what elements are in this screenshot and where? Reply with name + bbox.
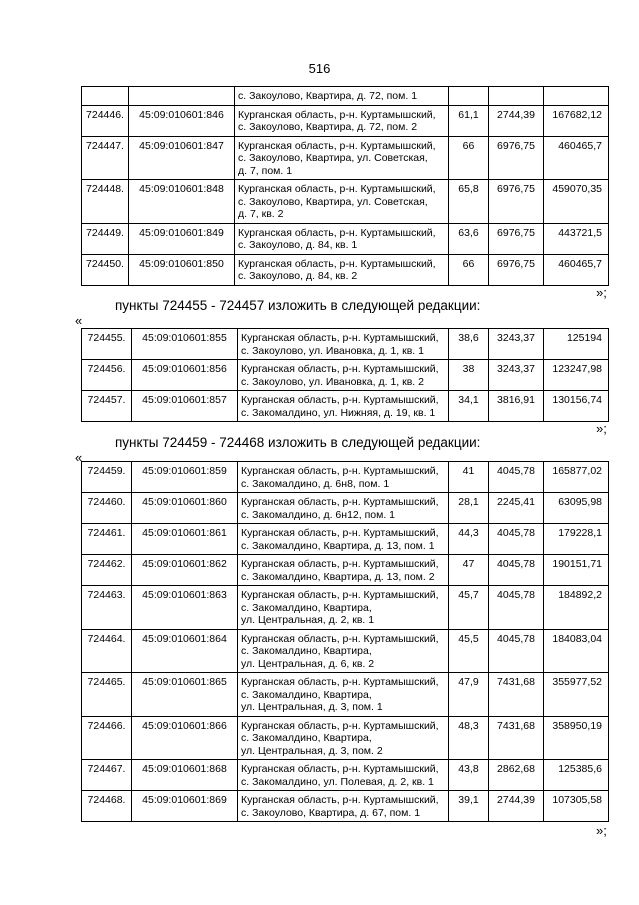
cadastral-value-cell: 165877,02 bbox=[544, 462, 609, 493]
item-number-cell bbox=[82, 87, 129, 106]
table-row bbox=[82, 629, 609, 673]
table-row bbox=[82, 791, 609, 822]
area-cell: 38 bbox=[449, 360, 489, 391]
address-cell bbox=[238, 629, 449, 673]
unit-price-cell: 4045,78 bbox=[489, 586, 544, 630]
address-line: с. Закомалдино, ул. Нижняя, д. 19, кв. 1 bbox=[241, 406, 436, 419]
address-line: Курганская область, р-н. Куртамышский, bbox=[238, 108, 436, 121]
cadastral-number-cell bbox=[129, 87, 235, 106]
area-cell: 34,1 bbox=[449, 391, 489, 422]
address-line: Курганская область, р-н. Куртамышский, bbox=[241, 794, 439, 806]
table-row bbox=[82, 254, 609, 285]
item-number-cell: 724462. bbox=[82, 555, 132, 586]
property-table-2 bbox=[81, 328, 609, 422]
address-line: Курганская область, р-н. Куртамышский, bbox=[241, 763, 439, 775]
table-row bbox=[82, 223, 609, 254]
cadastral-number-cell: 45:09:010601:862 bbox=[132, 555, 238, 586]
table-row bbox=[82, 87, 609, 106]
area-cell: 28,1 bbox=[449, 493, 489, 524]
cadastral-number-cell: 45:09:010601:857 bbox=[132, 391, 238, 422]
address-line: Курганская область, р-н. Куртамышский, bbox=[241, 676, 439, 688]
area-cell: 43,8 bbox=[449, 760, 489, 791]
item-number-cell: 724455. bbox=[82, 329, 132, 360]
item-number-cell: 724456. bbox=[82, 360, 132, 391]
item-number-cell: 724457. bbox=[82, 391, 132, 422]
unit-price-cell: 2245,41 bbox=[489, 493, 544, 524]
cadastral-number-cell: 45:09:010601:847 bbox=[129, 136, 235, 180]
cadastral-value-cell: 184083,04 bbox=[544, 629, 609, 673]
address-line: Курганская область, р-н. Куртамышский, bbox=[238, 139, 436, 152]
unit-price-cell: 3243,37 bbox=[489, 329, 544, 360]
address-line: Курганская область, р-н. Куртамышский, bbox=[238, 183, 436, 195]
area-cell: 48,3 bbox=[449, 716, 489, 760]
page-number: 516 bbox=[308, 61, 331, 76]
unit-price-cell: 6976,75 bbox=[489, 136, 544, 180]
opening-quote-mark-1: « bbox=[75, 313, 83, 328]
unit-price-cell: 4045,78 bbox=[489, 629, 544, 673]
area-cell: 47 bbox=[449, 555, 489, 586]
area-cell: 38,6 bbox=[449, 329, 489, 360]
unit-price-cell bbox=[489, 87, 544, 106]
item-number-cell: 724446. bbox=[82, 105, 129, 136]
unit-price-cell: 6976,75 bbox=[489, 180, 544, 224]
cadastral-value-cell: 190151,71 bbox=[544, 555, 609, 586]
amendment-instruction-1: пункты 724455 - 724457 изложить в следующей редакции: bbox=[115, 298, 481, 313]
opening-quote-mark-2: « bbox=[75, 450, 83, 465]
address-line: с. Закоулово, Квартира, ул. Советская, bbox=[238, 195, 428, 208]
address-line: Курганская область, р-н. Куртамышский, bbox=[241, 496, 439, 508]
item-number-cell: 724447. bbox=[82, 136, 129, 180]
item-number-cell: 724459. bbox=[82, 462, 132, 493]
address-line: Курганская область, р-н. Куртамышский, bbox=[241, 465, 439, 477]
area-cell: 61,1 bbox=[449, 105, 489, 136]
cadastral-value-cell: 107305,58 bbox=[544, 791, 609, 822]
cadastral-value-cell: 460465,7 bbox=[544, 136, 609, 180]
table-row bbox=[82, 716, 609, 760]
item-number-cell: 724463. bbox=[82, 586, 132, 630]
address-cell bbox=[238, 673, 449, 717]
cadastral-number-cell: 45:09:010601:866 bbox=[132, 716, 238, 760]
cadastral-number-cell: 45:09:010601:861 bbox=[132, 524, 238, 555]
cadastral-number-cell: 45:09:010601:865 bbox=[132, 673, 238, 717]
unit-price-cell: 4045,78 bbox=[489, 555, 544, 586]
cadastral-number-cell: 45:09:010601:848 bbox=[129, 180, 235, 224]
table-row bbox=[82, 180, 609, 224]
cadastral-value-cell: 130156,74 bbox=[544, 391, 609, 422]
cadastral-number-cell: 45:09:010601:846 bbox=[129, 105, 235, 136]
cadastral-number-cell: 45:09:010601:868 bbox=[132, 760, 238, 791]
cadastral-number-cell: 45:09:010601:863 bbox=[132, 586, 238, 630]
cadastral-number-cell: 45:09:010601:856 bbox=[132, 360, 238, 391]
address-line: с. Закоулово, д. 84, кв. 1 bbox=[238, 239, 358, 251]
address-line: с. Закомалдино, Квартира, bbox=[241, 601, 372, 614]
unit-price-cell: 4045,78 bbox=[489, 524, 544, 555]
area-cell: 47,9 bbox=[449, 673, 489, 717]
item-number-cell: 724461. bbox=[82, 524, 132, 555]
amendment-instruction-2: пункты 724459 - 724468 изложить в следующей редакции: bbox=[115, 435, 481, 450]
cadastral-value-cell: 63095,98 bbox=[544, 493, 609, 524]
item-number-cell: 724465. bbox=[82, 673, 132, 717]
address-line: с. Закоулово, Квартира, ул. Советская, bbox=[238, 152, 428, 164]
address-line: Курганская область, р-н. Куртамышский, bbox=[241, 363, 439, 375]
address-line: Курганская область, р-н. Куртамышский, bbox=[238, 226, 436, 239]
item-number-cell: 724467. bbox=[82, 760, 132, 791]
address-line: с. Закоулово, ул. Ивановка, д. 1, кв. 2 bbox=[241, 375, 424, 388]
unit-price-cell: 6976,75 bbox=[489, 223, 544, 254]
table-row bbox=[82, 673, 609, 717]
address-line: д. 7, кв. 2 bbox=[238, 208, 284, 220]
item-number-cell: 724464. bbox=[82, 629, 132, 673]
address-cell bbox=[238, 524, 449, 555]
address-line: ул. Центральная, д. 2, кв. 1 bbox=[241, 614, 375, 626]
address-line: с. Закоулово, Квартира, д. 67, пом. 1 bbox=[241, 806, 421, 819]
address-cell bbox=[235, 87, 449, 106]
cadastral-value-cell: 184892,2 bbox=[544, 586, 609, 630]
table-row bbox=[82, 136, 609, 180]
area-cell: 65,8 bbox=[449, 180, 489, 224]
address-cell bbox=[235, 105, 449, 136]
address-line: с. Закоулово, Квартира, д. 72, пом. 2 bbox=[238, 121, 418, 133]
address-cell bbox=[238, 493, 449, 524]
address-cell bbox=[238, 329, 449, 360]
item-number-cell: 724468. bbox=[82, 791, 132, 822]
cadastral-number-cell: 45:09:010601:850 bbox=[129, 254, 235, 285]
address-line: с. Закомалдино, Квартира, bbox=[241, 645, 372, 657]
table-row bbox=[82, 524, 609, 555]
address-cell bbox=[238, 462, 449, 493]
address-cell bbox=[235, 223, 449, 254]
address-cell bbox=[235, 180, 449, 224]
closing-quote-mark-1: »; bbox=[596, 285, 607, 300]
address-line: с. Закомалдино, д. 6н8, пом. 1 bbox=[241, 477, 390, 490]
closing-quote-mark-3: »; bbox=[596, 823, 607, 838]
cadastral-value-cell bbox=[544, 87, 609, 106]
address-line: Курганская область, р-н. Куртамышский, bbox=[241, 527, 439, 539]
address-line: с. Закомалдино, Квартира, д. 13, пом. 2 bbox=[241, 570, 435, 583]
cadastral-value-cell: 459070,35 bbox=[544, 180, 609, 224]
table-row bbox=[82, 391, 609, 422]
area-cell: 45,7 bbox=[449, 586, 489, 630]
cadastral-value-cell: 355977,52 bbox=[544, 673, 609, 717]
address-cell bbox=[238, 791, 449, 822]
item-number-cell: 724466. bbox=[82, 716, 132, 760]
unit-price-cell: 2744,39 bbox=[489, 791, 544, 822]
address-cell bbox=[238, 360, 449, 391]
unit-price-cell: 7431,68 bbox=[489, 673, 544, 717]
table-row bbox=[82, 329, 609, 360]
address-line: Курганская область, р-н. Куртамышский, bbox=[241, 589, 439, 601]
area-cell: 45,5 bbox=[449, 629, 489, 673]
address-cell bbox=[238, 391, 449, 422]
address-line: с. Закомалдино, ул. Полевая, д. 2, кв. 1 bbox=[241, 775, 434, 788]
unit-price-cell: 3816,91 bbox=[489, 391, 544, 422]
cadastral-number-cell: 45:09:010601:855 bbox=[132, 329, 238, 360]
table-row bbox=[82, 586, 609, 630]
item-number-cell: 724449. bbox=[82, 223, 129, 254]
table-row bbox=[82, 360, 609, 391]
address-line: с. Закомалдино, Квартира, bbox=[241, 688, 372, 701]
cadastral-value-cell: 460465,7 bbox=[544, 254, 609, 285]
address-cell bbox=[235, 136, 449, 180]
unit-price-cell: 2744,39 bbox=[489, 105, 544, 136]
address-line: с. Закомалдино, Квартира, д. 13, пом. 1 bbox=[241, 539, 435, 552]
address-line: ул. Центральная, д. 6, кв. 2 bbox=[241, 657, 375, 670]
cadastral-value-cell: 167682,12 bbox=[544, 105, 609, 136]
closing-quote-mark-2: »; bbox=[596, 421, 607, 436]
property-table-1 bbox=[81, 86, 609, 286]
area-cell: 66 bbox=[449, 254, 489, 285]
table-row bbox=[82, 493, 609, 524]
address-cell bbox=[235, 254, 449, 285]
address-line: ул. Центральная, д. 3, пом. 1 bbox=[241, 701, 383, 713]
address-line: Курганская область, р-н. Куртамышский, bbox=[238, 257, 436, 270]
address-line: Курганская область, р-н. Куртамышский, bbox=[241, 632, 439, 645]
address-line: Курганская область, р-н. Куртамышский, bbox=[241, 558, 439, 570]
property-table-3 bbox=[81, 461, 609, 822]
unit-price-cell: 4045,78 bbox=[489, 462, 544, 493]
item-number-cell: 724448. bbox=[82, 180, 129, 224]
unit-price-cell: 7431,68 bbox=[489, 716, 544, 760]
address-cell bbox=[238, 716, 449, 760]
unit-price-cell: 2862,68 bbox=[489, 760, 544, 791]
item-number-cell: 724450. bbox=[82, 254, 129, 285]
area-cell: 41 bbox=[449, 462, 489, 493]
cadastral-value-cell: 125194 bbox=[544, 329, 609, 360]
area-cell: 63,6 bbox=[449, 223, 489, 254]
address-line: с. Закомалдино, Квартира, bbox=[241, 732, 372, 744]
address-line: с. Закоулово, д. 84, кв. 2 bbox=[238, 270, 358, 282]
table-row bbox=[82, 105, 609, 136]
area-cell: 39,1 bbox=[449, 791, 489, 822]
address-cell bbox=[238, 760, 449, 791]
cadastral-number-cell: 45:09:010601:849 bbox=[129, 223, 235, 254]
address-line: с. Закоулово, ул. Ивановка, д. 1, кв. 1 bbox=[241, 344, 424, 357]
item-number-cell: 724460. bbox=[82, 493, 132, 524]
cadastral-value-cell: 123247,98 bbox=[544, 360, 609, 391]
cadastral-value-cell: 443721,5 bbox=[544, 223, 609, 254]
cadastral-number-cell: 45:09:010601:869 bbox=[132, 791, 238, 822]
address-line: Курганская область, р-н. Куртамышский, bbox=[241, 719, 439, 732]
table-row bbox=[82, 462, 609, 493]
address-line: с. Закомалдино, д. 6н12, пом. 1 bbox=[241, 508, 395, 521]
cadastral-value-cell: 179228,1 bbox=[544, 524, 609, 555]
address-cell bbox=[238, 586, 449, 630]
cadastral-number-cell: 45:09:010601:860 bbox=[132, 493, 238, 524]
address-line: Курганская область, р-н. Куртамышский, bbox=[241, 394, 439, 406]
cadastral-number-cell: 45:09:010601:864 bbox=[132, 629, 238, 673]
table-row bbox=[82, 760, 609, 791]
area-cell: 66 bbox=[449, 136, 489, 180]
address-line: Курганская область, р-н. Куртамышский, bbox=[241, 332, 439, 344]
address-line: с. Закоулово, Квартира, д. 72, пом. 1 bbox=[238, 90, 418, 102]
unit-price-cell: 6976,75 bbox=[489, 254, 544, 285]
unit-price-cell: 3243,37 bbox=[489, 360, 544, 391]
table-row bbox=[82, 555, 609, 586]
cadastral-value-cell: 125385,6 bbox=[544, 760, 609, 791]
address-line: ул. Центральная, д. 3, пом. 2 bbox=[241, 744, 383, 757]
address-line: д. 7, пом. 1 bbox=[238, 164, 293, 177]
area-cell: 44,3 bbox=[449, 524, 489, 555]
area-cell bbox=[449, 87, 489, 106]
address-cell bbox=[238, 555, 449, 586]
cadastral-number-cell: 45:09:010601:859 bbox=[132, 462, 238, 493]
cadastral-value-cell: 358950,19 bbox=[544, 716, 609, 760]
